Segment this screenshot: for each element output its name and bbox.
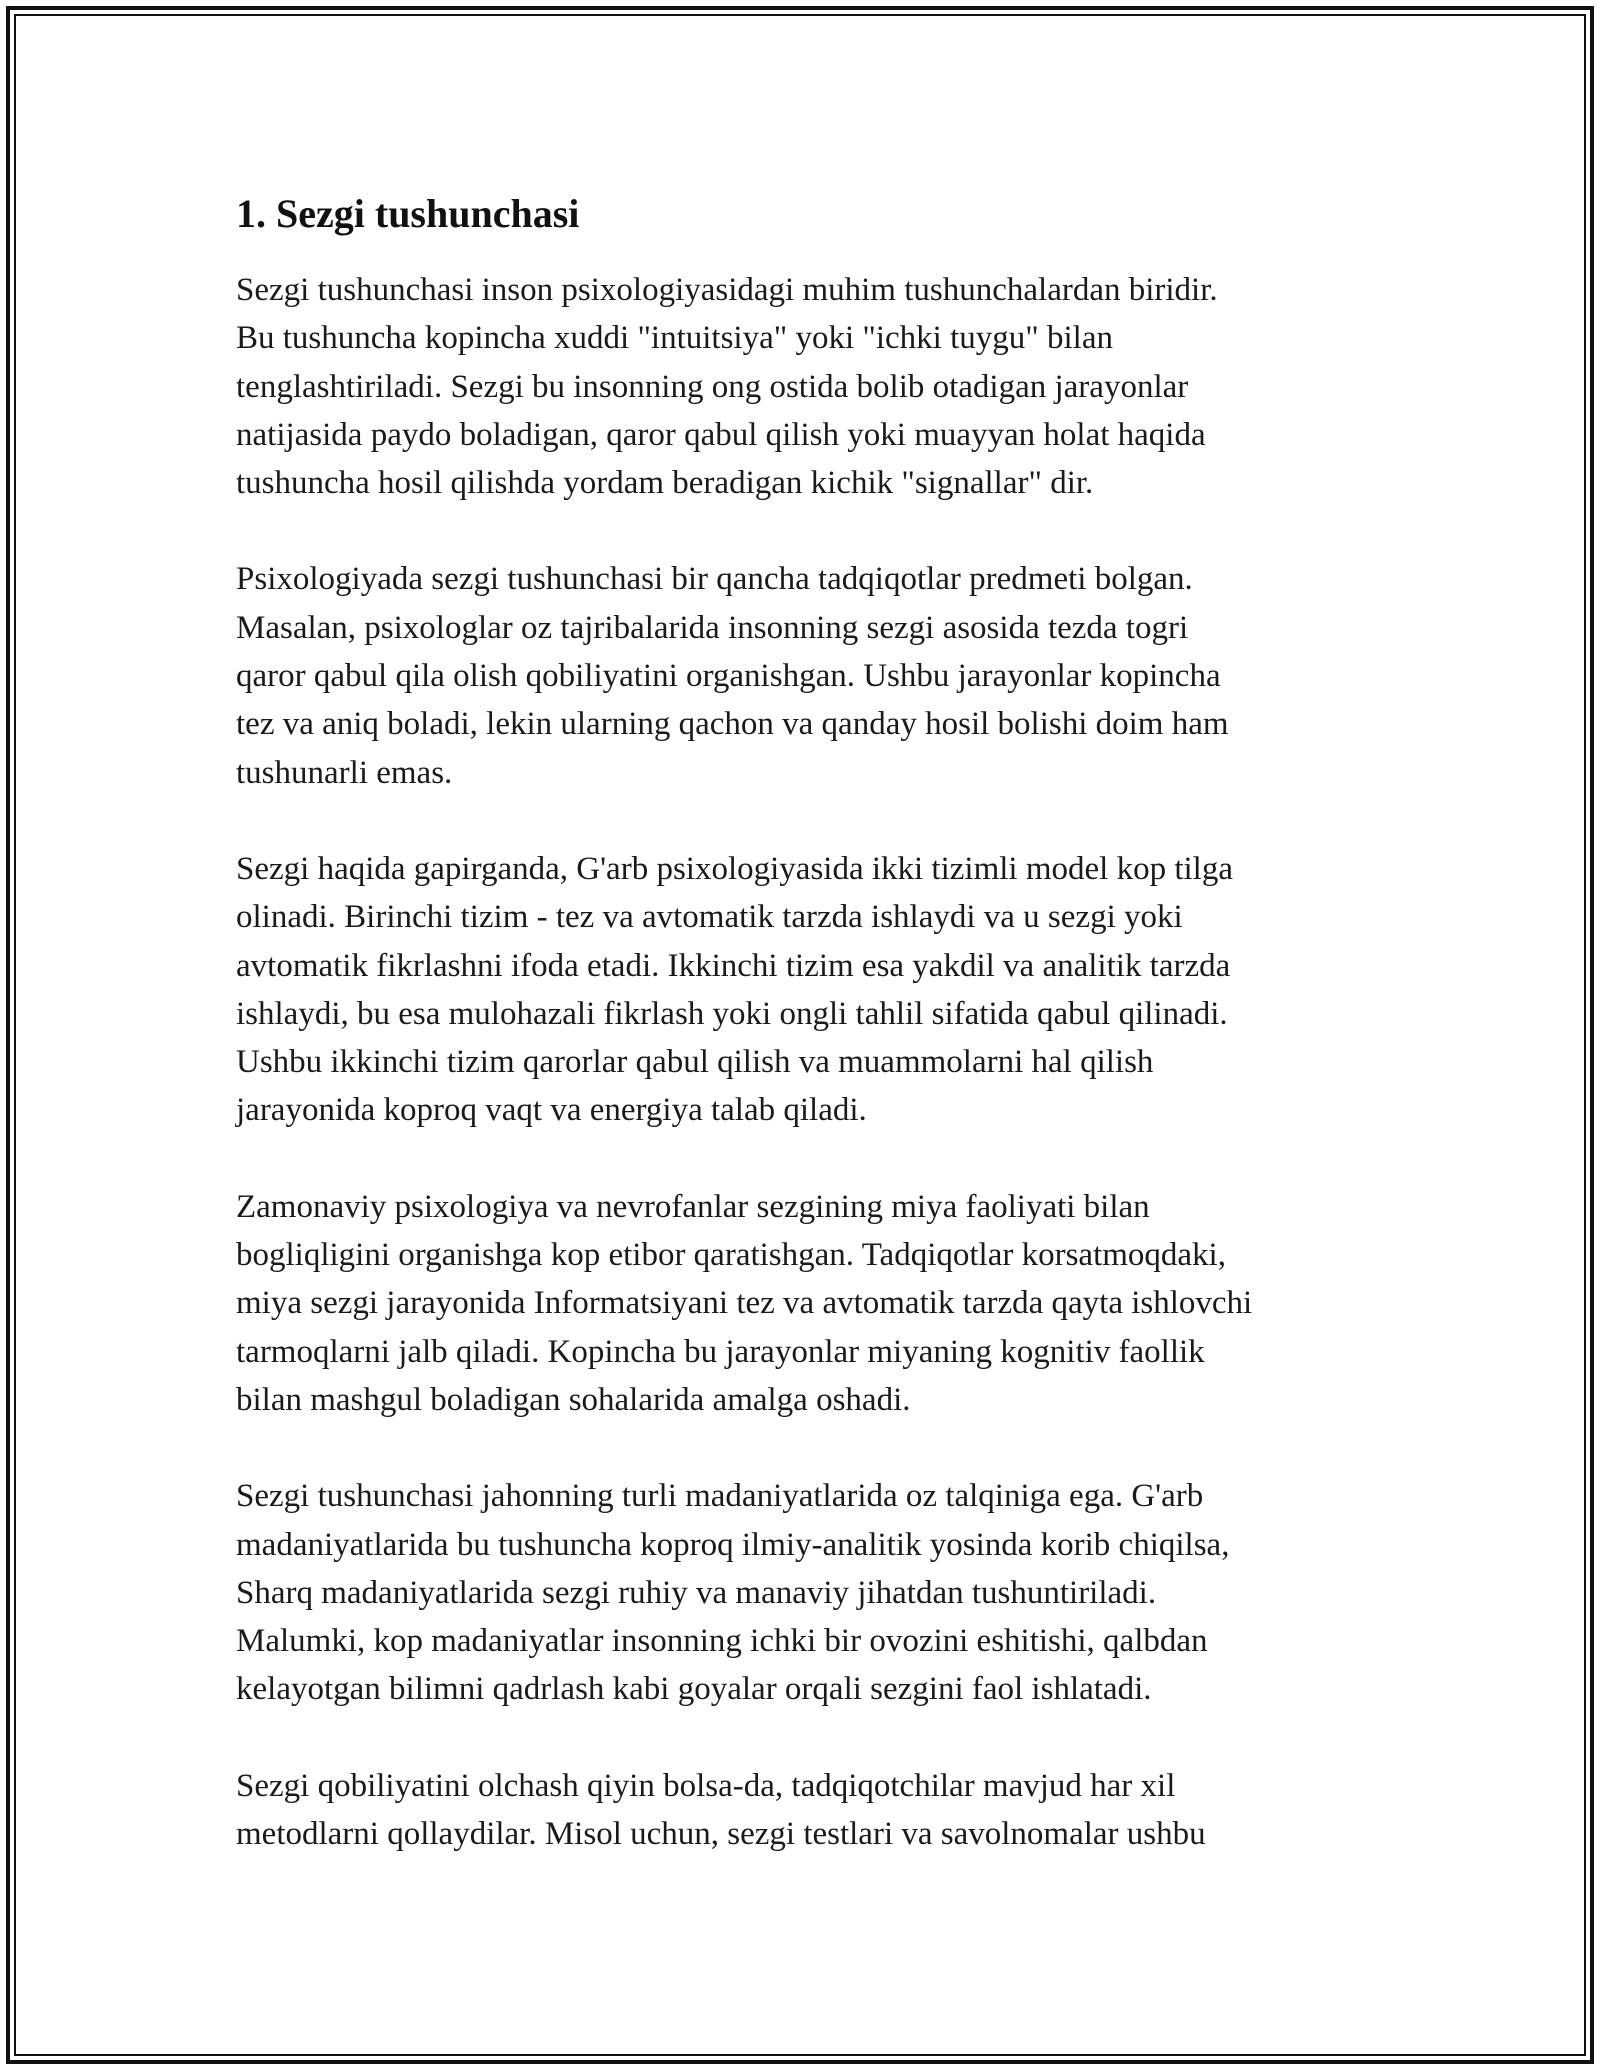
text-line: Psixologiyada sezgi tushunchasi bir qancha tadqiqotlar predmeti bolgan. [236,561,1193,598]
paragraph-2 [236,555,1386,796]
text-line: kelayotgan bilimni qadrlash kabi goyalar orqali sezgini faol ishlatadi. [236,1671,1152,1708]
text-line: tushunarli emas. [236,754,453,791]
text-line: jarayonida koproq vaqt va energiya talab qiladi. [236,1092,867,1129]
text-line: Sezgi tushunchasi inson psixologiyasidagi muhim tushunchalardan biridir. [236,272,1218,308]
document-body [236,186,1386,1906]
text-line: bilan mashgul boladigan sohalarida amalga oshadi. [236,1381,911,1418]
text-line: metodlarni qollaydilar. Misol uchun, sezgi testlari va savolnomalar ushbu [236,1816,1206,1853]
text-line: tarmoqlarni jalb qiladi. Kopincha bu jarayonlar miyaning kognitiv faollik [236,1333,1205,1370]
text-line: miya sezgi jarayonida Informatsiyani tez va avtomatik tarzda qayta ishlovchi [236,1285,1253,1322]
text-line: Bu tushuncha kopincha xuddi "intuitsiya" yoki "ichki tuygu" bilan [236,320,1113,357]
paragraph-3 [236,845,1386,1135]
section-title: 1. Sezgi tushunchasi [236,191,580,236]
text-line: tenglashtiriladi. Sezgi bu insonning ong ostida bolib otadigan jarayonlar [236,368,1189,405]
paragraph-5 [236,1472,1386,1713]
text-line: Malumki, kop madaniyatlar insonning ichki bir ovozini eshitishi, qalbdan [236,1623,1208,1660]
text-line: tez va aniq boladi, lekin ularning qachon va qanday hosil bolishi doim ham [236,706,1229,743]
text-line: avtomatik fikrlashni ifoda etadi. Ikkinchi tizim esa yakdil va analitik tarzda [236,947,1231,984]
text-line: Zamonaviy psixologiya va nevrofanlar sezgining miya faoliyati bilan [236,1188,1150,1225]
text-line: Sezgi haqida gapirganda, G'arb psixologiyasida ikki tizimli model kop tilga [236,850,1233,887]
text-line: Masalan, psixologlar oz tajribalarida insonning sezgi asosida tezda togri [236,609,1189,646]
text-line: madaniyatlarida bu tushuncha koproq ilmiy-analitik yosinda korib chiqilsa, [236,1526,1230,1563]
text-line: qaror qabul qila olish qobiliyatini organishgan. Ushbu jarayonlar kopincha [236,658,1221,695]
text-line: olinadi. Birinchi tizim - tez va avtomatik tarzda ishlaydi va u sezgi yoki [236,899,1183,936]
text-line: Sezgi qobiliyatini olchash qiyin bolsa-da, tadqiqotchilar mavjud har xil [236,1767,1176,1804]
text-line: Sharq madaniyatlarida sezgi ruhiy va manaviy jihatdan tushuntiriladi. [236,1574,1157,1611]
paragraph-6 [236,1762,1386,1859]
paragraph-1 [236,266,1386,507]
text-line: tushuncha hosil qilishda yordam beradigan kichik "signallar" dir. [236,465,1094,502]
text-line: Ushbu ikkinchi tizim qarorlar qabul qilish va muammolarni hal qilish [236,1044,1154,1081]
text-line: Sezgi tushunchasi jahonning turli madaniyatlarida oz talqiniga ega. G'arb [236,1478,1204,1515]
text-line: natijasida paydo boladigan, qaror qabul qilish yoki muayyan holat haqida [236,416,1206,453]
text-line: ishlaydi, bu esa mulohazali fikrlash yoki ongli tahlil sifatida qabul qilinadi. [236,995,1228,1032]
paragraph-4 [236,1183,1386,1424]
text-line: bogliqligini organishga kop etibor qaratishgan. Tadqiqotlar korsatmoqdaki, [236,1237,1226,1274]
